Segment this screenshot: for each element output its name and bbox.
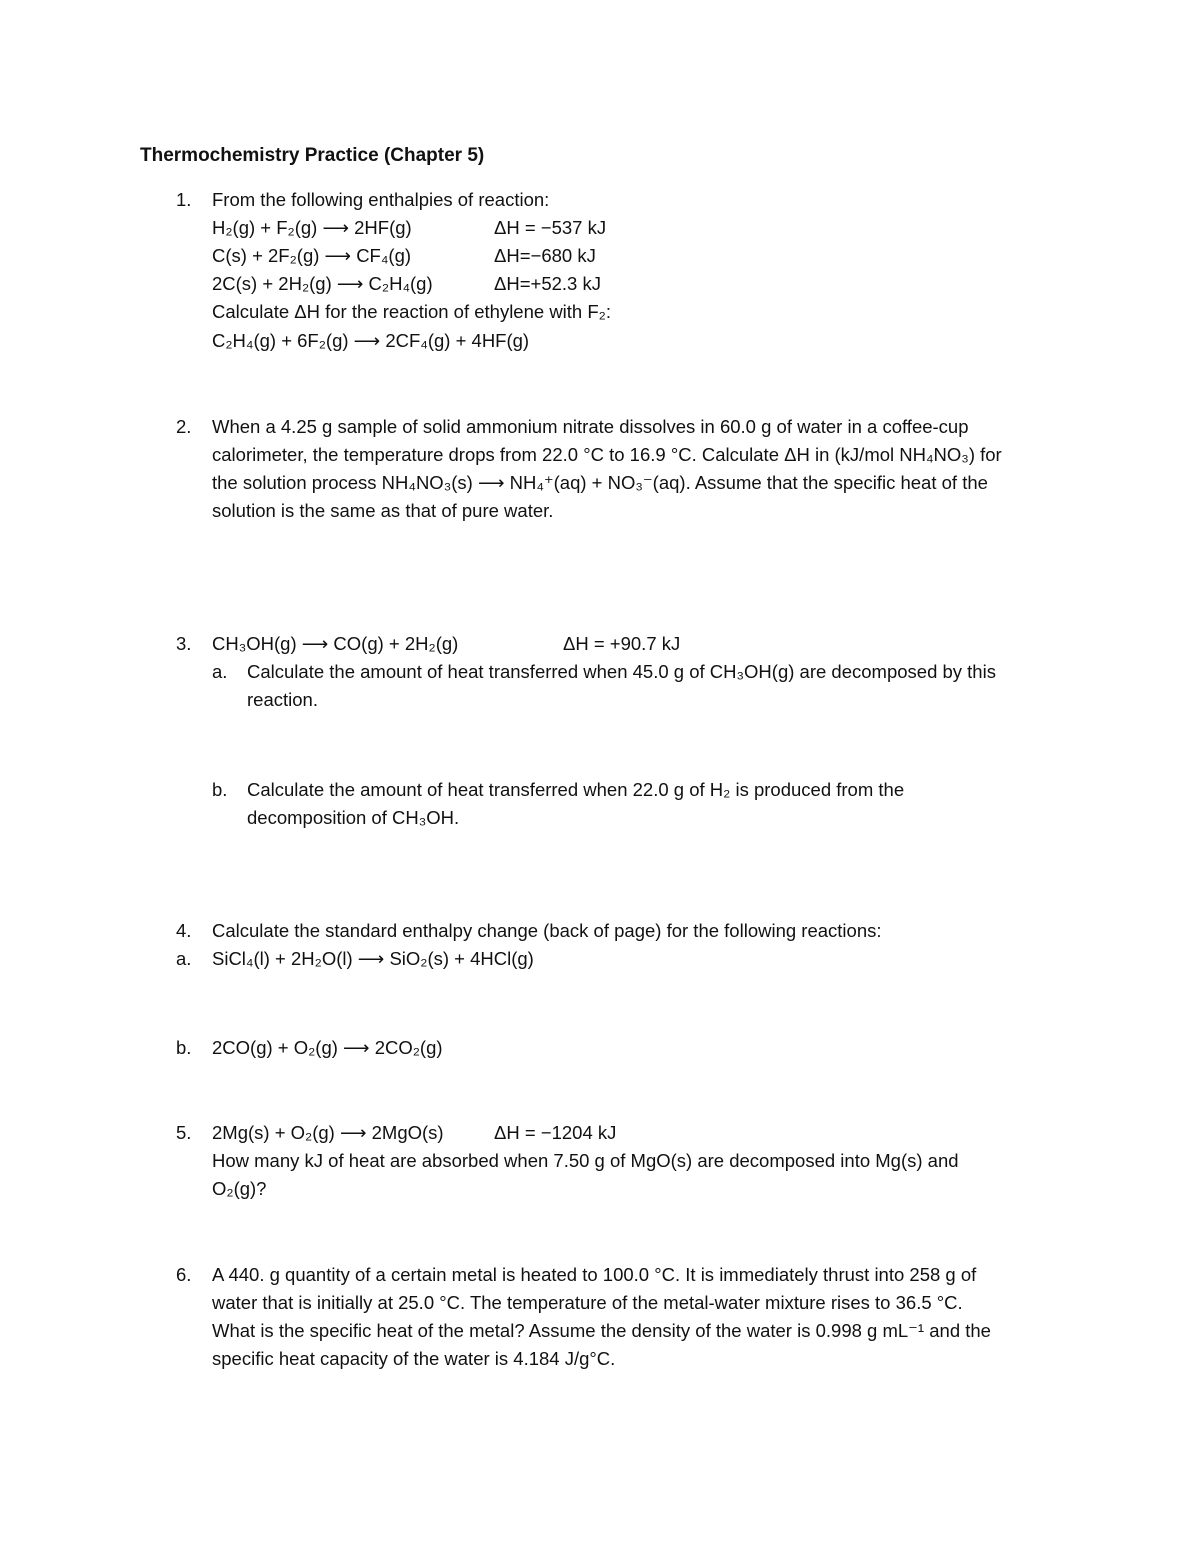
- q1-reaction-3: 2C(s) + 2H₂(g) ⟶ C₂H₄(g): [212, 273, 433, 294]
- q4a-reaction: SiCl₄(l) + 2H₂O(l) ⟶ SiO₂(s) + 4HCl(g): [212, 948, 534, 969]
- q4b-reaction: 2CO(g) + O₂(g) ⟶ 2CO₂(g): [212, 1037, 443, 1058]
- q1-target-reaction: C₂H₄(g) + 6F₂(g) ⟶ 2CF₄(g) + 4HF(g): [212, 330, 530, 351]
- page-title: Thermochemistry Practice (Chapter 5): [140, 145, 485, 166]
- q3b-label: b.: [212, 779, 228, 800]
- q5-reaction: 2Mg(s) + O₂(g) ⟶ 2MgO(s): [212, 1122, 444, 1143]
- q2-number: 2.: [176, 416, 192, 437]
- q4-intro: Calculate the standard enthalpy change (back of page) for the following reactions:: [212, 920, 882, 941]
- q1-reaction-1-enthalpy: ΔH = −537 kJ: [494, 217, 607, 238]
- q5-line-1: How many kJ of heat are absorbed when 7.50 g of MgO(s) are decomposed into Mg(s) and: [212, 1150, 959, 1171]
- q3-reaction: CH₃OH(g) ⟶ CO(g) + 2H₂(g): [212, 633, 459, 654]
- q4b-label: b.: [176, 1037, 192, 1058]
- q1-intro: From the following enthalpies of reaction:: [212, 189, 550, 210]
- q3a-line-1: Calculate the amount of heat transferred when 45.0 g of CH₃OH(g) are decomposed by this: [247, 661, 996, 682]
- q3a-line-2: reaction.: [247, 689, 318, 710]
- q5-enthalpy: ΔH = −1204 kJ: [494, 1122, 617, 1143]
- q3-number: 3.: [176, 633, 192, 654]
- q2-line-1: When a 4.25 g sample of solid ammonium nitrate dissolves in 60.0 g of water in a coffee-cup: [212, 416, 969, 437]
- q5-number: 5.: [176, 1122, 192, 1143]
- q1-reaction-2-enthalpy: ΔH=−680 kJ: [494, 245, 596, 266]
- q4-number: 4.: [176, 920, 192, 941]
- q2-line-4: solution is the same as that of pure water.: [212, 500, 554, 521]
- q3b-line-2: decomposition of CH₃OH.: [247, 807, 460, 828]
- q6-line-3: What is the specific heat of the metal? Assume the density of the water is 0.998 g mL⁻¹ and the: [212, 1320, 991, 1341]
- q6-line-1: A 440. g quantity of a certain metal is heated to 100.0 °C. It is immediately thrust into 258 g of: [212, 1264, 977, 1285]
- q2-line-2: calorimeter, the temperature drops from 22.0 °C to 16.9 °C. Calculate ΔH in (kJ/mol NH₄NO₃) for: [212, 444, 1002, 465]
- q3b-line-1: Calculate the amount of heat transferred when 22.0 g of H₂ is produced from the: [247, 779, 905, 800]
- q1-reaction-3-enthalpy: ΔH=+52.3 kJ: [494, 273, 601, 294]
- q3a-label: a.: [212, 661, 228, 682]
- q3-enthalpy: ΔH = +90.7 kJ: [563, 633, 681, 654]
- q6-line-4: specific heat capacity of the water is 4.184 J/g°C.: [212, 1348, 616, 1369]
- q5-line-2: O₂(g)?: [212, 1178, 267, 1199]
- q1-number: 1.: [176, 189, 192, 210]
- q1-reaction-1: H₂(g) + F₂(g) ⟶ 2HF(g): [212, 217, 412, 238]
- q6-number: 6.: [176, 1264, 192, 1285]
- q2-line-3: the solution process NH₄NO₃(s) ⟶ NH₄⁺(aq) + NO₃⁻(aq). Assume that the specific heat of the: [212, 472, 988, 493]
- q4a-label: a.: [176, 948, 192, 969]
- q1-ask: Calculate ΔH for the reaction of ethylene with F₂:: [212, 301, 611, 322]
- q1-reaction-2: C(s) + 2F₂(g) ⟶ CF₄(g): [212, 245, 412, 266]
- q6-line-2: water that is initially at 25.0 °C. The temperature of the metal-water mixture rises to 36.5 °C.: [212, 1292, 963, 1313]
